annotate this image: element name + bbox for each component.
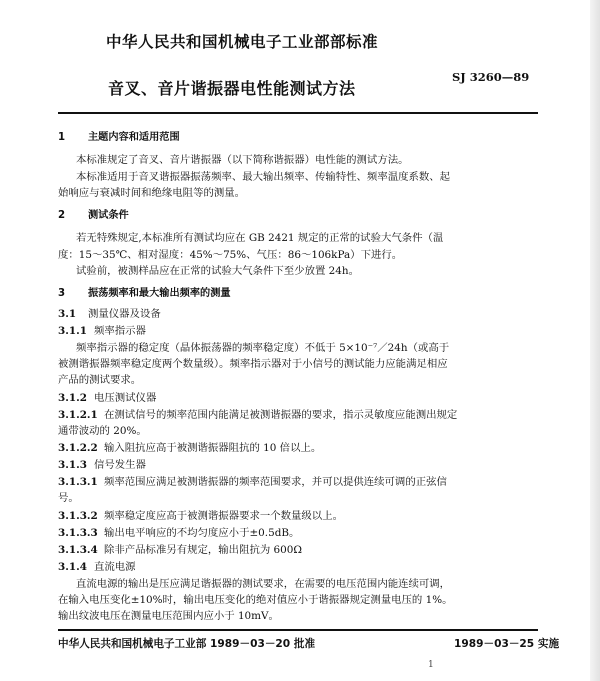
clause-text: 频率范围应满足被测谐振器的频率范围要求，并可以提供连续可调的正弦信 (104, 476, 447, 488)
paragraph-continuation: 始响应与衰减时间和绝缘电阻等的测量。 (58, 187, 246, 199)
section-number: 1 (58, 132, 66, 143)
paragraph-continuation: 在输入电压变化±10%时，输出电压变化的绝对值应小于谐振器规定测量电压的 1%。 (58, 594, 453, 606)
subsection-3-1-4 (58, 560, 538, 574)
clause-3-1-2-1 (58, 408, 538, 422)
clause-3-1-2-2 (58, 441, 538, 455)
approval-date: 中华人民共和国机械电子工业部 1989－03－20 批准 (58, 638, 316, 650)
clause-number: 3.1.3.3 (58, 527, 98, 539)
clause-3-1-3-2 (58, 509, 538, 523)
clause-number: 3.1.2.2 (58, 442, 98, 454)
clause-text: 输入阻抗应高于被测谐振器阻抗的 10 倍以上。 (104, 442, 322, 454)
implementation-date: 1989－03－25 实施 (454, 638, 560, 650)
clause-text: 在测试信号的频率范围内能满足被测谐振器的要求，指示灵敏度应能测出规定 (104, 409, 458, 421)
paragraph-continuation: 被测谐振器频率稳定度两个数量级）。频率指示器对于小信号的测试能力应能满足相应 (58, 358, 448, 370)
paragraph: 直流电源的输出是压应满足谐振器的测试要求，在需要的电压范围内能连续可调， (76, 578, 451, 590)
clause-title: 电压测试仪器 (94, 392, 157, 404)
paragraph: 若无特殊规定,本标准所有测试均应在 GB 2421 规定的正常的试验大气条件（温 (76, 232, 444, 244)
paragraph: 本标准规定了音叉、音片谐振器（以下简称谐振器）电性能的测试方法。 (76, 154, 409, 166)
subsection-3-1-2 (58, 391, 538, 405)
section-1-heading (58, 131, 538, 145)
standard-code: SJ 3260—89 (452, 70, 530, 84)
page-number: 1 (428, 660, 434, 670)
paragraph-continuation: 输出纹波电压在测量电压范围内应小于 10mV。 (58, 610, 279, 622)
section-title: 振荡频率和最大输出频率的测量 (88, 288, 231, 299)
clause-number: 3.1.2 (58, 392, 87, 404)
clause-number: 3.1.3.4 (58, 544, 98, 556)
clause-3-1-3-1 (58, 475, 538, 489)
document-title: 音叉、音片谐振器电性能测试方法 (108, 79, 356, 98)
page-edge-shadow (590, 0, 600, 681)
paragraph-continuation: 度：15～35℃、相对湿度：45%～75%、气压：86～106kPa）下进行。 (58, 249, 403, 261)
clause-number: 3.1 (58, 308, 77, 320)
subsection-3-1-1 (58, 324, 538, 338)
subsection-3-1-3 (58, 458, 538, 472)
paragraph: 频率指示器的稳定度（晶体振荡器的频率稳定度）不低于 5×10⁻⁷／24h（或高于 (76, 342, 450, 354)
clause-title: 测量仪器及设备 (88, 308, 161, 320)
issuing-authority: 中华人民共和国机械电子工业部部标准 (106, 33, 379, 51)
section-2-heading (58, 209, 538, 223)
clause-title: 信号发生器 (94, 459, 146, 471)
clause-number: 3.1.2.1 (58, 409, 98, 421)
clause-number: 3.1.1 (58, 325, 87, 337)
clause-title: 频率指示器 (94, 325, 146, 337)
paragraph-continuation: 产品的测试要求。 (58, 374, 142, 386)
paragraph: 本标准适用于音叉谐振器振荡频率、最大输出频率、传输特性、频率温度系数、起 (76, 171, 451, 183)
clause-3-1-3-4 (58, 543, 538, 557)
clause-text: 频率稳定度应高于被测谐振器要求一个数量级以上。 (104, 510, 343, 522)
section-3-heading (58, 287, 538, 301)
clause-title: 直流电源 (94, 561, 136, 573)
paragraph-continuation: 通带波动的 20%。 (58, 425, 147, 437)
footer-rule (58, 629, 538, 631)
subsection-3-1 (58, 307, 538, 321)
clause-text: 除非产品标准另有规定，输出阻抗为 600Ω (104, 544, 302, 556)
header-rule (58, 112, 538, 114)
paragraph-continuation: 号。 (58, 492, 79, 504)
section-number: 3 (58, 288, 66, 299)
clause-number: 3.1.3.1 (58, 476, 98, 488)
clause-number: 3.1.4 (58, 561, 87, 573)
clause-number: 3.1.3.2 (58, 510, 98, 522)
section-number: 2 (58, 210, 66, 221)
section-title: 主题内容和适用范围 (88, 132, 180, 143)
clause-3-1-3-3 (58, 526, 538, 540)
section-title: 测试条件 (88, 210, 129, 221)
clause-number: 3.1.3 (58, 459, 87, 471)
clause-text: 输出电平响应的不均匀度应小于±0.5dB。 (104, 527, 300, 539)
paragraph: 试验前，被测样品应在正常的试验大气条件下至少放置 24h。 (76, 265, 359, 277)
